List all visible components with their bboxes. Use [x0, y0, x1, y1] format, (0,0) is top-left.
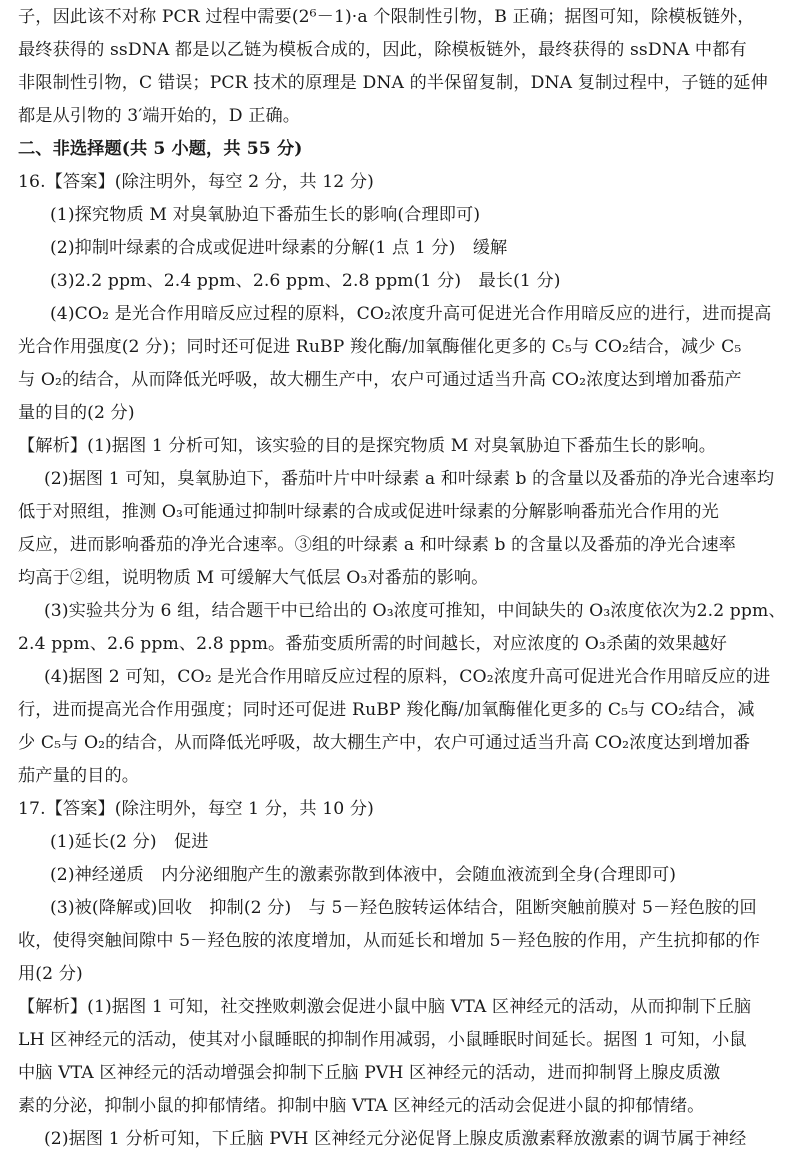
analysis-line: (2)据图 1 分析可知，下丘脑 PVH 区神经元分泌促肾上腺皮质激素释放激素的调节属于神经: [44, 1129, 747, 1149]
text-line: 子，因此该不对称 PCR 过程中需要(2⁶－1)·a 个限制性引物，B 正确；据图可知，除模板链外，: [18, 7, 755, 27]
analysis-line: 【解析】(1)据图 1 可知，社交挫败刺激会促进小鼠中脑 VTA 区神经元的活动，从而抑制下丘脑: [18, 997, 752, 1017]
answer-line: (1)延长(2 分) 促进: [50, 832, 209, 852]
answer-line: 与 O₂的结合，从而降低光呼吸，故大棚生产中，农户可通过适当升高 CO₂浓度达到增加番茄产: [18, 370, 742, 390]
analysis-line: 反应，进而影响番茄的净光合速率。③组的叶绿素 a 和叶绿素 b 的含量以及番茄的净光合速率: [18, 535, 736, 555]
answer-line: (4)CO₂ 是光合作用暗反应过程的原料，CO₂浓度升高可促进光合作用暗反应的进行，进而提高: [50, 304, 772, 324]
answer-line: (2)抑制叶绿素的合成或促进叶绿素的分解(1 点 1 分) 缓解: [50, 238, 508, 258]
text-line: 最终获得的 ssDNA 都是以乙链为模板合成的，因此，除模板链外，最终获得的 ssDNA 中都有: [18, 40, 747, 60]
answer-line: (1)探究物质 M 对臭氧胁迫下番茄生长的影响(合理即可): [50, 205, 481, 225]
answer-line: 量的目的(2 分): [18, 403, 135, 423]
answer-line: 光合作用强度(2 分)；同时还可促进 RuBP 羧化酶/加氧酶催化更多的 C₅与 CO₂结合，减少 C₅: [18, 337, 742, 357]
text-line: 非限制性引物，C 错误；PCR 技术的原理是 DNA 的半保留复制，DNA 复制过程中，子链的延伸: [18, 73, 768, 93]
analysis-line: (2)据图 1 可知，臭氧胁迫下，番茄叶片中叶绿素 a 和叶绿素 b 的含量以及番茄的净光合速率均: [44, 469, 775, 489]
answer-line: (2)神经递质 内分泌细胞产生的激素弥散到体液中，会随血液流到全身(合理即可): [50, 865, 677, 885]
analysis-line: 素的分泌，抑制小鼠的抑郁情绪。抑制中脑 VTA 区神经元的活动会促进小鼠的抑郁情绪。: [18, 1096, 705, 1116]
question-16-answer-heading: 16.【答案】(除注明外，每空 2 分，共 12 分): [18, 172, 374, 192]
analysis-line: 【解析】(1)据图 1 分析可知，该实验的目的是探究物质 M 对臭氧胁迫下番茄生长的影响。: [18, 436, 716, 456]
analysis-line: 少 C₅与 O₂的结合，从而降低光呼吸，故大棚生产中，农户可通过适当升高 CO₂浓度达到增加番: [18, 733, 751, 753]
analysis-line: 低于对照组，推测 O₃可能通过抑制叶绿素的合成或促进叶绿素的分解影响番茄光合作用的光: [18, 502, 719, 522]
analysis-line: 行，进而提高光合作用强度；同时还可促进 RuBP 羧化酶/加氧酶催化更多的 C₅与 CO₂结合，减: [18, 700, 755, 720]
answer-line: 收，使得突触间隙中 5－羟色胺的浓度增加，从而延长和增加 5－羟色胺的作用，产生抗抑郁的作: [18, 931, 760, 951]
analysis-line: LH 区神经元的活动，使其对小鼠睡眠的抑制作用减弱，小鼠睡眠时间延长。据图 1 可知，小鼠: [18, 1030, 747, 1050]
answer-line: 用(2 分): [18, 964, 83, 984]
analysis-line: (3)实验共分为 6 组，结合题干中已给出的 O₃浓度可推知，中间缺失的 O₃浓度依次为2.2 ppm、: [44, 601, 786, 621]
analysis-line: (4)据图 2 可知，CO₂ 是光合作用暗反应过程的原料，CO₂浓度升高可促进光合作用暗反应的进: [44, 667, 771, 687]
text-line: 都是从引物的 3′端开始的，D 正确。: [18, 106, 301, 126]
analysis-line: 茄产量的目的。: [18, 766, 140, 786]
section-heading: 二、非选择题(共 5 小题，共 55 分): [18, 139, 303, 159]
answer-line: (3)2.2 ppm、2.4 ppm、2.6 ppm、2.8 ppm(1 分) 最长(1 分): [50, 271, 561, 291]
analysis-line: 均高于②组，说明物质 M 可缓解大气低层 O₃对番茄的影响。: [18, 568, 489, 588]
question-17-answer-heading: 17.【答案】(除注明外，每空 1 分，共 10 分): [18, 799, 374, 819]
analysis-line: 2.4 ppm、2.6 ppm、2.8 ppm。番茄变质所需的时间越长，对应浓度的 O₃杀菌的效果越好: [18, 634, 727, 654]
analysis-line: 中脑 VTA 区神经元的活动增强会抑制下丘脑 PVH 区神经元的活动，进而抑制肾上腺皮质激: [18, 1063, 721, 1083]
answer-line: (3)被(降解或)回收 抑制(2 分) 与 5－羟色胺转运体结合，阻断突触前膜对 5－羟色胺的回: [50, 898, 757, 918]
